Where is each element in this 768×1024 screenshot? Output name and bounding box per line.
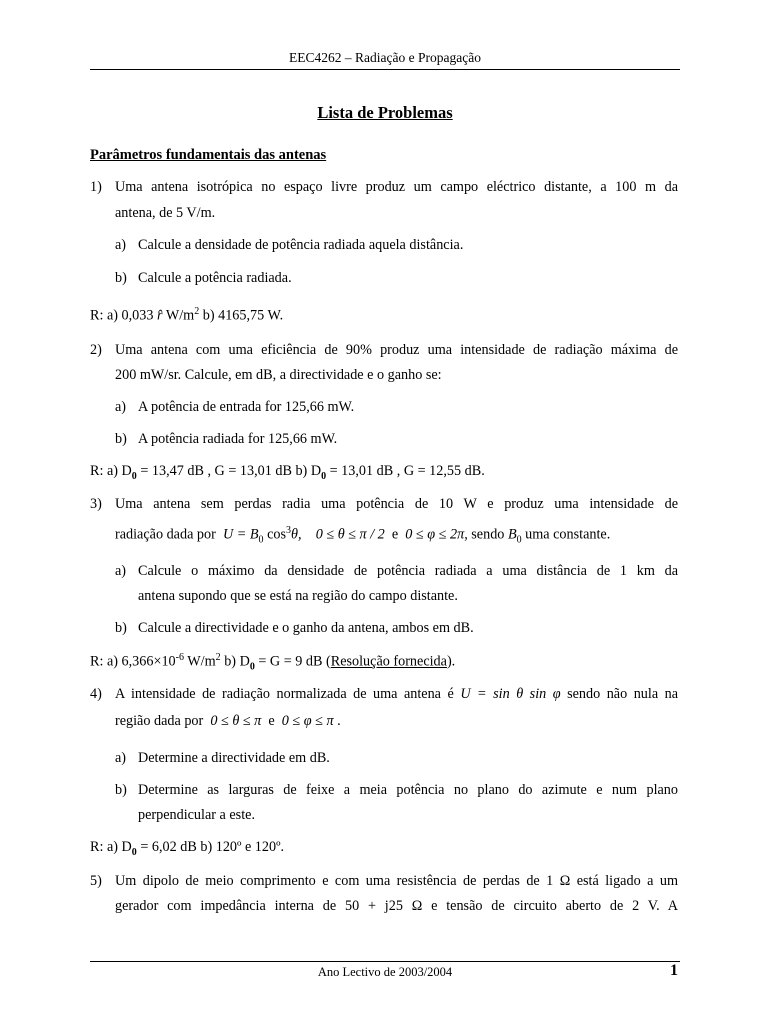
problem-2a-text: A potência de entrada for 125,66 mW. [138,399,355,415]
problem-1b-label: b) [115,270,127,286]
unit: W/m [187,653,216,670]
problem-3b-label: b) [115,620,127,636]
problem-3-number: 3) [90,496,102,512]
answer-mid: b) D [224,653,250,670]
answer-part-b-rest: = 13,01 dB , G = 12,55 dB. [329,463,485,479]
subscript-zero: 0 [131,470,137,482]
problem-4-line-2 [115,713,341,730]
problem-2-number: 2) [90,342,102,358]
problem-2b-text: A potência radiada for 125,66 mW. [138,431,338,447]
exponent: 2 [215,652,221,663]
problem-3a-line-1: Calcule o máximo da densidade de potência radiada a uma distância de 1 km da [138,563,678,579]
answer-unit: W/m [165,307,195,324]
text: radiação dada por [115,526,216,543]
problem-4-line-1 [115,686,678,703]
equation-u: U = B [222,526,259,543]
problem-2a-label: a) [115,399,127,415]
equation: U = sin θ sin φ [460,686,561,702]
text: uma constante. [525,526,611,543]
phi-range: 0 ≤ φ ≤ π [281,713,334,729]
text: sendo não nula na [567,686,679,702]
conjunction: e [391,526,399,543]
problem-3-answer [90,652,455,673]
subscript-zero: 0 [249,661,255,673]
text: A intensidade de radiação normalizada de uma antena é [115,686,454,702]
phi-range: 0 ≤ φ ≤ 2π [405,526,465,543]
answer-rest: = 6,02 dB b) 120º e 120º. [140,839,285,855]
problem-1a-text: Calcule a densidade de potência radiada aquela distância. [138,237,464,253]
problem-2-answer [90,463,485,482]
problem-3a-label: a) [115,563,127,579]
subscript-zero: 0 [321,470,327,482]
page-number: 1 [670,962,678,979]
running-footer: Ano Lectivo de 2003/2004 [317,965,453,979]
cos: cos [267,526,286,543]
subscript-zero: 0 [131,846,137,858]
problem-3a-line-2: antena supondo que se está na região do campo distante. [138,588,458,604]
r-hat-symbol: r̂ [157,307,163,324]
problem-2b-label: b) [115,431,127,447]
problem-5-line-2: gerador com impedância interna de 50 + j25 Ω e tensão de circuito aberto de 2 V. A [115,898,678,914]
problem-4a-text: Determine a directividade em dB. [138,750,330,766]
exponent: -6 [175,652,184,663]
problem-5-number: 5) [90,873,102,889]
theta-range: 0 ≤ θ ≤ π [210,713,262,729]
theta-range: 0 ≤ θ ≤ π / 2 [315,526,385,543]
text: , sendo [464,526,505,543]
problem-4b-line-1: Determine as larguras de feixe a meia potência no plano do azimute e num plano [138,782,678,798]
text: região dada por [115,713,204,729]
exponent: 3 [286,525,291,536]
problem-1-line-1: Uma antena isotrópica no espaço livre produz um campo eléctrico distante, a 100 m da [115,179,678,195]
answer-prefix: R: a) 0,033 [90,307,154,324]
problem-3-line-1: Uma antena sem perdas radia uma potência de 10 W e produz uma intensidade de [115,496,678,512]
problem-2-line-2: 200 mW/sr. Calcule, em dB, a directividade e o ganho se: [115,367,442,383]
section-heading: Parâmetros fundamentais das antenas [90,147,327,163]
problem-4-answer [90,839,284,858]
problem-1-answer [90,306,283,325]
header-rule [90,69,680,70]
problem-1a-label: a) [115,237,127,253]
answer-exponent: 2 [194,306,200,317]
problem-1b-text: Calcule a potência radiada. [138,270,292,286]
problem-1-number: 1) [90,179,102,195]
answer-part-a: R: a) D [90,463,132,479]
problem-4a-label: a) [115,750,127,766]
answer-rest: b) 4165,75 W. [202,307,284,324]
text: . [337,713,341,729]
problem-4-number: 4) [90,686,102,702]
solution-link[interactable]: Resolução fornecida [330,653,447,670]
running-header: EEC4262 – Radiação e Propagação [289,50,481,65]
answer-rest: = G = 9 dB ( [258,653,331,670]
problem-4b-label: b) [115,782,127,798]
conjunction: e [268,713,275,729]
subscript-zero: 0 [516,534,522,546]
problem-5-line-1: Um dipolo de meio comprimento e com uma resistência de perdas de 1 Ω está ligado a um [115,873,678,889]
theta: θ, [291,526,302,543]
answer-prefix: R: a) D [90,839,132,855]
problem-4b-line-2: perpendicular a este. [138,807,255,823]
page-title: Lista de Problemas [317,103,453,122]
answer-prefix: R: a) 6,366×10 [90,653,176,670]
answer-end: ). [446,653,456,670]
problem-1-line-2: antena, de 5 V/m. [115,205,216,221]
problem-3b-text: Calcule a directividade e o ganho da antena, ambos em dB. [138,620,474,636]
subscript-zero: 0 [258,534,264,546]
b-symbol: B [507,526,517,543]
answer-part-a-rest: = 13,47 dB , G = 13,01 dB b) D [140,463,322,479]
problem-2-line-1: Uma antena com uma eficiência de 90% produz uma intensidade de radiação máxima de [115,342,678,358]
problem-3-line-2 [115,525,610,546]
footer-rule [90,961,680,962]
